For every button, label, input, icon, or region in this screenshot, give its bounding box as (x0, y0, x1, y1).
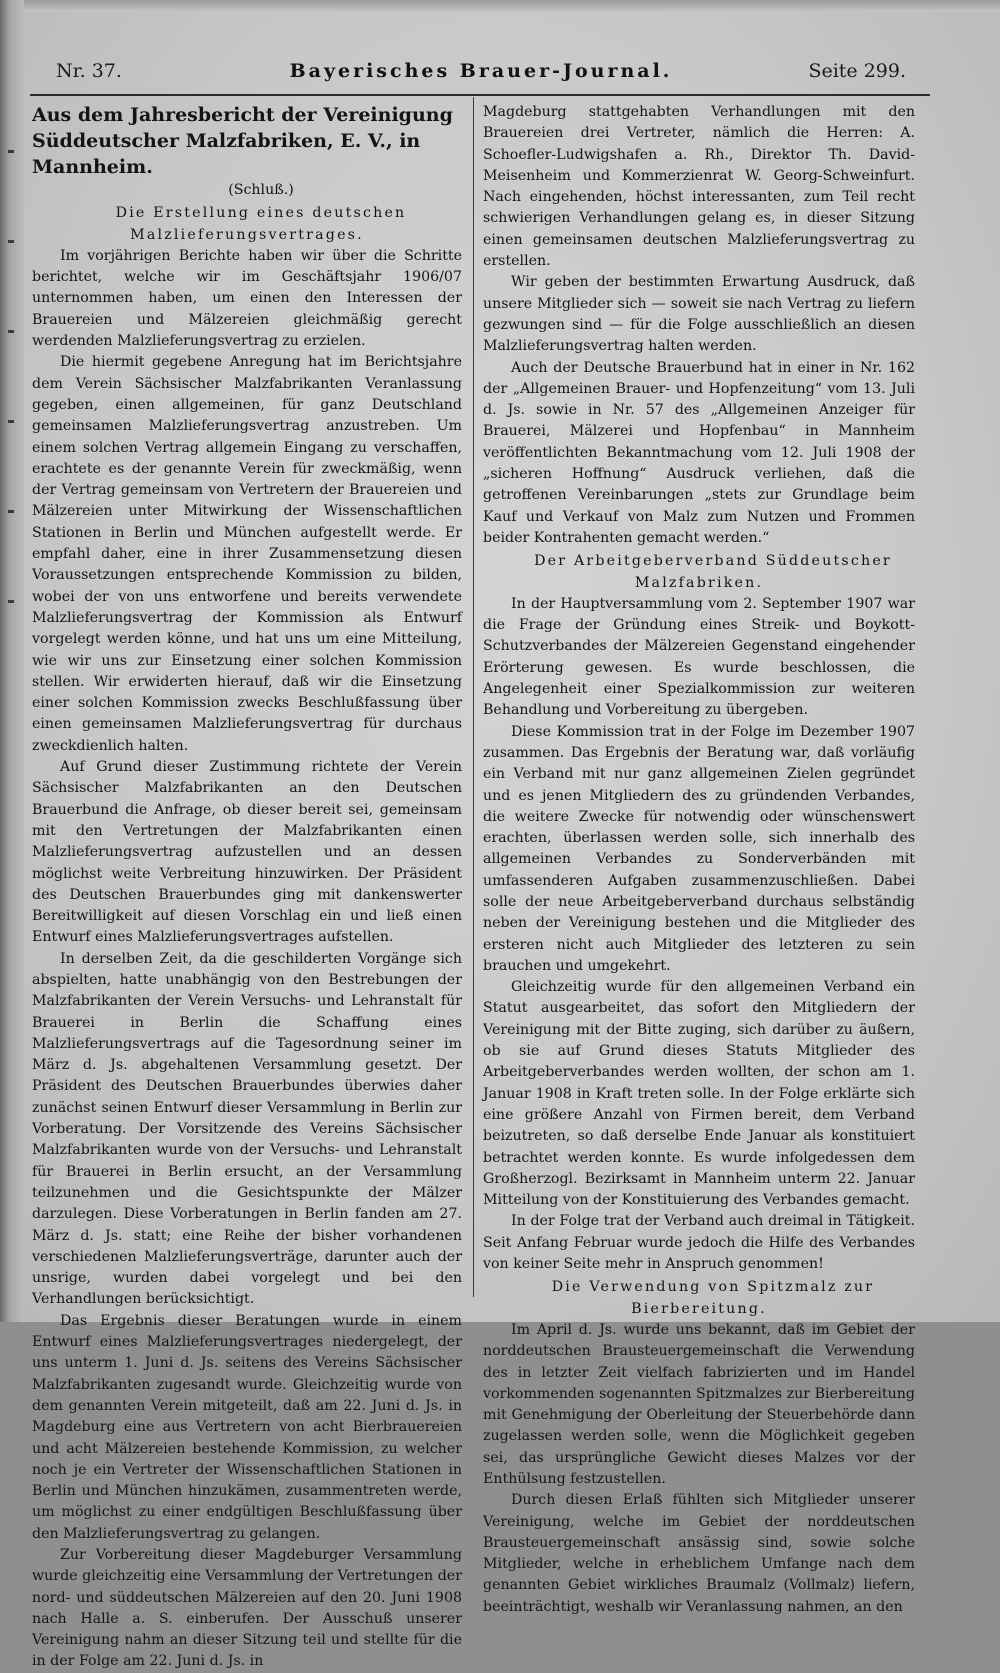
paragraph: Zur Vorbereitung dieser Magdeburger Versammlung wurde gleichzeitig eine Versammlung der Vertretungen der nord- und süddeutschen Mälzereien auf den 20. Juni 1908 nach Halle a. S. einberufen. Der Ausschuß unserer Vereinigung nahm an dieser Sitzung teil und stellte für die in der Folge am 22. Juni d. Js. in (32, 1547, 462, 1670)
article-title: Aus dem Jahresbericht der Vereinigung Süddeutscher Malzfabriken, E. V., in Mannheim. (32, 104, 453, 178)
edge-mark (8, 150, 14, 153)
section-heading: Die Erstellung eines deutschen Malzlieferungsvertrages. (115, 205, 407, 243)
edge-mark (8, 600, 14, 603)
edge-mark (8, 510, 14, 513)
paragraph: Gleichzeitig wurde für den allgemeinen Verband ein Statut ausgearbeitet, das sofort den Mitgliedern der Vereinigung mit der Bitte zuging, sich darüber zu äußern, ob sie auf Grund dieses Statuts Mitglieder des Arbeitgeberverbandes werden wollten, der schon am 1. Januar 1908 in Kraft treten solle. In der Folge erklärte sich eine größere Anzahl von Firmen bereit, dem Verband beizutreten, so daß derselbe Ende Januar als konstituiert betrachtet werden konnte. Es wurde infolgedessen dem Großherzogl. Bezirksamt in Mannheim unterm 22. Januar Mitteilung von der Konstituierung des Verbandes gemacht. (483, 979, 915, 1209)
paragraph: In derselben Zeit, da die geschilderten Vorgänge sich abspielten, hatte unabhängig von den Bestrebungen der Malzfabrikanten der Verein Versuchs- und Lehranstalt für Brauerei in Berlin die Schaffung eines Malzlieferungsvertrags auf die Tagesordnung seiner im März d. Js. abgehaltenen Versammlung gesetzt. Der Präsident des Deutschen Brauerbundes überwies daher zunächst seinen Entwurf dieser Versammlung in Berlin zur Vorberatung. Der Vorsitzende des Vereins Sächsischer Malzfabrikanten wurde von der Versuchs- und Lehranstalt für Brauerei in Berlin ersucht, an der Versammlung teilzunehmen und die Gesichtspunkte der Mälzer darzulegen. Diese Vorberatungen in Berlin fanden am 27. März d. Js. statt; eine Reihe der bisher vorhandenen verschiedenen Malzlieferungsverträge, darunter auch der unsrige, wurden dabei vorgelegt und bei den Verhandlungen berücksichtigt. (32, 950, 462, 1308)
header-rule (30, 94, 930, 96)
journal-title: Bayerisches Brauer-Journal. (289, 60, 673, 82)
article-subtitle: (Schluß.) (228, 182, 294, 198)
left-column (32, 102, 462, 1673)
edge-mark (8, 330, 14, 333)
right-column (483, 102, 915, 1618)
page-number: Seite 299. (808, 60, 906, 82)
edge-mark (8, 420, 14, 423)
section-heading: Die Verwendung von Spitzmalz zur Bierbereitung. (551, 1279, 875, 1317)
paragraph: Durch diesen Erlaß fühlten sich Mitglieder unserer Vereinigung, welche im Gebiet der norddeutschen Brausteuergemeinschaft ansässig sind, sowie solche Mitglieder, welche in erheblichem Umfange nach dem genannten Gebiet wirkliches Braumalz (Vollmalz) liefern, beeinträchtigt, weshalb wir Veranlassung nahmen, an den (483, 1492, 915, 1615)
paragraph: Die hiermit gegebene Anregung hat im Berichtsjahre dem Verein Sächsischer Malzfabrikanten Veranlassung gegeben, einen allgemeinen, für ganz Deutschland gemeinsamen Malzlieferungsvertrag anzustreben. Um einem solchen Vertrag allgemein Eingang zu verschaffen, erachtete es der genannte Verein für zweckmäßig, wenn der Vertrag gemeinsam von Vertretern der Brauereien und Mälzereien unter Mitwirkung der Wissenschaftlichen Stationen in Berlin und München aufgestellt werde. Er empfahl daher, eine in ihrer Zusammensetzung diesen Voraussetzungen entsprechende Kommission zu bilden, wobei der von uns entworfene und bereits verwendete Malzlieferungsvertrag der Kommission als Entwurf vorgelegt werden könne, und hat uns um eine Mitteilung, wie wir uns zur Einsetzung einer solchen Kommission stellen. Wir erwiderten hierauf, daß wir die Einsetzung einer solchen Kommission zwecks Beschlußfassung über einen gemeinsamen Malzlieferungsvertrag für durchaus zweckdienlich halten. (32, 354, 462, 754)
scan-top-edge (24, 0, 1000, 12)
paragraph: Im vorjährigen Berichte haben wir über die Schritte berichtet, welche wir im Geschäftsjahr 1906/07 unternommen haben, um einen den Interessen der Brauereien und Mälzereien gleichmäßig gerecht werdenden Malzlieferungsvertrag zu erzielen. (32, 247, 462, 350)
paragraph: Auf Grund dieser Zustimmung richtete der Verein Sächsischer Malzfabrikanten an den Deutschen Brauerbund die Anfrage, ob dieser bereit sei, gemeinsam mit den Vertretungen der Malzfabrikanten einen Malzlieferungsvertrag aufzustellen und an dessen möglichst weite Verbreitung hinzuwirken. Der Präsident des Deutschen Brauerbundes ging mit dankenswerter Bereitwilligkeit auf diesen Vorschlag ein und ließ einen Entwurf eines Malzlieferungsvertrages aufstellen. (32, 759, 462, 946)
paragraph: Auch der Deutsche Brauerbund hat in einer in Nr. 162 der „Allgemeinen Brauer- und Hopfenzeitung“ vom 13. Juli d. Js. sowie in Nr. 57 des „Allgemeinen Anzeiger für Brauerei, Mälzerei und Hopfenbau“ in Mannheim veröffentlichten Bekanntmachung vom 12. Juli 1908 der „sicheren Hoffnung“ Ausdruck verliehen, daß die getroffenen Vereinbarungen „stets zur Grundlage beim Kauf und Verkauf von Malz zum Nutzen und Frommen beider Kontrahenten gemacht werden.“ (483, 359, 915, 546)
column-divider (473, 97, 474, 1297)
paragraph: Magdeburg stattgehabten Verhandlungen mit den Brauereien drei Vertreter, nämlich die Herren: A. Schoefler-Ludwigshafen a. Rh., Direktor Th. David-Meisenheim und Kommerzienrat W. Georg-Schweinfurt. Nach eingehenden, höchst interessanten, zum Teil recht schwierigen Verhandlungen gelang es, in dieser Sitzung einen gemeinsamen deutschen Malzlieferungsvertrag zu erstellen. (483, 104, 915, 270)
edge-mark (8, 240, 14, 243)
paragraph: Das Ergebnis dieser Beratungen wurde in einem Entwurf eines Malzlieferungsvertrages niedergelegt, der uns unterm 1. Juni d. Js. seitens des Vereins Sächsischer Malzfabrikanten zugesandt wurde. Gleichzeitig wurde von dem genannten Verein mitgeteilt, daß am 22. Juni d. Js. in Magdeburg eine aus Vertretern von acht Bierbrauereien und acht Mälzereien bestehende Kommission, zu welcher noch je ein Vertreter der Wissenschaftlichen Stationen in Berlin und München hinzukämen, zusammentreten werde, um möglichst zu einer endgültigen Beschlußfassung über den Malzlieferungsvertrag zu gelangen. (32, 1312, 462, 1542)
adjacent-page-edge (0, 0, 24, 1322)
paragraph: Diese Kommission trat in der Folge im Dezember 1907 zusammen. Das Ergebnis der Beratung war, daß vorläufig ein Verband mit nur ganz allgemeinen Zielen gegründet und es jenen Mitgliedern des zu gründenden Verbandes, die weitere Zwecke für notwendig oder wünschenswert erachten, überlassen werden solle, sich innerhalb des allgemeinen Verbandes zu Sonderverbänden mit umfassenderen Aufgaben zusammenzuschließen. Dabei solle der neue Arbeitgeberverband durchaus selbständig neben der Vereinigung bestehen und die Mitglieder des ersteren nicht auch Mitglieder des letzteren zu sein brauchen und umgekehrt. (483, 723, 915, 974)
issue-number: Nr. 37. (56, 60, 122, 82)
paragraph: In der Folge trat der Verband auch dreimal in Tätigkeit. Seit Anfang Februar wurde jedoch die Hilfe des Verbandes von keiner Seite mehr in Anspruch genommen! (483, 1213, 915, 1273)
page-header (56, 60, 906, 92)
section-heading: Der Arbeitgeberverband Süddeutscher Malzfabriken. (534, 553, 892, 591)
paragraph: Im April d. Js. wurde uns bekannt, daß im Gebiet der norddeutschen Brausteuergemeinschaft die Verwendung des in letzter Zeit vielfach fabrizierten und im Handel vorkommenden sogenannten Spitzmalzes zur Bierbereitung mit Genehmigung der Oberleitung der Steuerbehörde dann zugelassen werden solle, wenn die Möglichkeit gegeben sei, das ursprüngliche Gewicht dieses Malzes vor der Enthülsung festzustellen. (483, 1321, 915, 1487)
paragraph: In der Hauptversammlung vom 2. September 1907 war die Frage der Gründung eines Streik- und Boykott-Schutzverbandes der Mälzereien Gegenstand eingehender Erörterung gewesen. Es wurde beschlossen, die Angelegenheit einer Spezialkommission zur weiteren Behandlung und Vorbereitung zu übergeben. (483, 595, 915, 719)
paragraph: Wir geben der bestimmten Erwartung Ausdruck, daß unsere Mitglieder sich — soweit sie nach Vertrag zu liefern gezwungen sind — für die Folge ausschließlich an diesen Malzlieferungsvertrag halten werden. (483, 274, 915, 355)
